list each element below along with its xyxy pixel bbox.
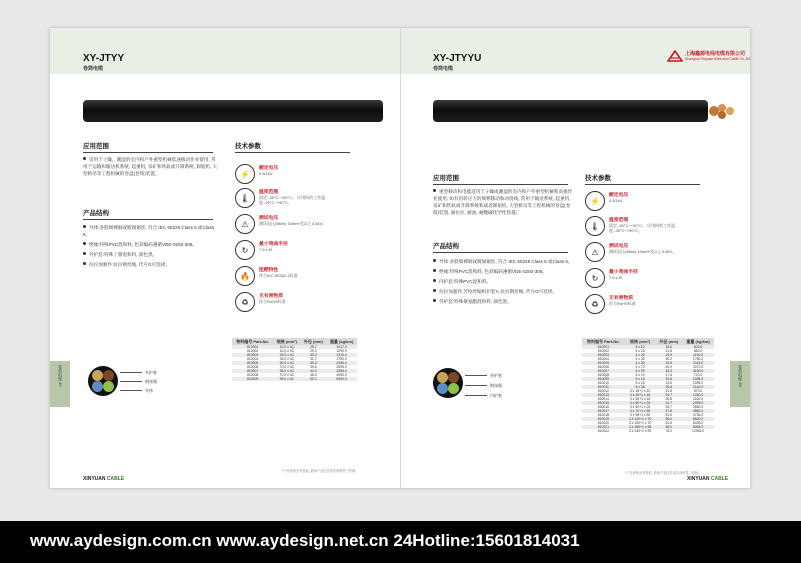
model-subtitle-left: 卷筒电缆 (83, 66, 104, 72)
xs-label: 钢丝绳 (490, 383, 502, 388)
table-cell: 4 x 16 (635, 349, 645, 353)
model-title-left: XY-JTYY (83, 53, 125, 64)
table-cell: 4 x 25 (625, 353, 656, 357)
bend-radius-icon: ↻ (235, 240, 255, 260)
spec-item (235, 240, 345, 262)
table-cell: 810002 (246, 349, 259, 353)
table-cell: 870.0 (693, 389, 703, 393)
table-cell: 3 x 35+1 x 16 (629, 397, 651, 401)
table-cell: 24.6 (665, 381, 673, 385)
xs-label: 内护套 (490, 393, 502, 398)
table-cell: 5 x 35 (625, 385, 656, 389)
table-cell: 46.0 (310, 373, 317, 377)
specs-heading-left: 技术参数 (235, 143, 261, 150)
table-cell: 850.0 (693, 349, 703, 353)
table-cell: 3355.0 (326, 369, 357, 373)
spec-item (235, 188, 345, 210)
table-cell: 810005 (232, 361, 273, 365)
xs-label: 外护套 (490, 373, 502, 378)
table-cell: 1017.0 (326, 345, 357, 349)
footer-brand-left: XINYUAN CABLE (83, 476, 125, 482)
table-cell: 1595.0 (692, 381, 704, 385)
footnote-right: *产品规格参考数值, 最新产品信息请咨询销售工程师。 (625, 471, 702, 475)
structure-list-right (433, 258, 573, 305)
cable-photo-left (83, 100, 383, 122)
table-cell: 4050.0 (336, 373, 347, 377)
table-cell: 810008 (597, 373, 610, 377)
xs-label: 导体 (145, 388, 153, 393)
leader-line (465, 385, 487, 386)
table-header: 物料编号 Part-No. (232, 338, 273, 345)
spec-value: 符合RoHS标准 (609, 301, 636, 306)
table-header: 规格 (mm²) (625, 338, 656, 345)
table-cell: 1290.0 (336, 349, 347, 353)
spec-value: 符合RoHS标准 (259, 299, 286, 304)
spec-value: 固定:-25°C~+90°C。 应用时的工作温度:-25°C~+90°C。 (259, 195, 326, 205)
table-header: 重量 (kg/km) (682, 338, 714, 345)
table-cell: 70.0 x 4C (279, 373, 295, 377)
table-cell: 50.0 x 4C (273, 361, 300, 365)
table-cell: 810009 (232, 377, 273, 381)
table-cell: 2850.0 (692, 405, 704, 409)
table-cell: 810019 (582, 417, 625, 421)
spec-item (585, 294, 695, 316)
table-cell: 5 x 25 (635, 381, 645, 385)
spec-item (585, 268, 695, 290)
table-cell: 29.3 (310, 349, 317, 353)
table-header: 规格 (mm²) (273, 338, 300, 345)
table-cell: 44.3 (655, 369, 682, 373)
spec-item (235, 266, 345, 288)
spec-item (235, 292, 345, 314)
list-item: 外护套:特殊丁腈混和料, 颜色黑。 (83, 251, 218, 258)
spec-label: 温度范围 (609, 218, 629, 223)
table-cell: 8095.0 (682, 425, 714, 429)
banner-text: www.aydesign.com.cn www.aydesign.net.cn 24Hotline:15601814031 (30, 531, 580, 550)
table-cell: 810001 (232, 345, 273, 349)
company-logo (667, 49, 752, 67)
table-cell: 600.0 (682, 345, 714, 349)
catalog-spread (50, 28, 750, 488)
table-cell: 810002 (597, 349, 610, 353)
cable-end-icon (702, 98, 742, 124)
table-cell: 21.8 (665, 349, 673, 353)
table-cell: 33.0 (300, 353, 326, 357)
temperature-icon: 🌡 (585, 216, 605, 236)
structure-heading-left: 产品结构 (83, 210, 109, 217)
table-cell: 810006 (246, 365, 259, 369)
table-cell: 21.8 (665, 389, 673, 393)
side-tab-right: 卷筒电缆 38 (730, 361, 750, 407)
application-heading-left: 应用范围 (83, 143, 109, 150)
table-cell: 33.6 (655, 361, 682, 365)
table-cell: 1780.0 (692, 357, 704, 361)
table-cell: 25.7 (300, 345, 326, 349)
table-cell: 810011 (582, 385, 625, 389)
table-cell: 3070.0 (692, 365, 704, 369)
table-cell: 810006 (597, 365, 610, 369)
table-cell: 1160.0 (692, 397, 704, 401)
table-cell: 2485.0 (326, 361, 357, 365)
page-fold (400, 28, 401, 488)
promo-banner (0, 521, 801, 563)
spec-label: 温度范围 (259, 190, 279, 195)
divider (433, 252, 568, 253)
cable-photo-right (433, 100, 708, 122)
logo-mark-icon (667, 49, 683, 63)
table-cell: 95.0 x 4C (273, 369, 300, 373)
spec-label: 额定电压 (609, 193, 629, 198)
table-cell: 3 x 25+1 x 16 (625, 393, 656, 397)
table-cell: 68.0 (655, 425, 682, 429)
leader-line (120, 390, 142, 391)
table-cell: 2695.0 (336, 365, 347, 369)
spec-value: 测试电压(5Min) 10mm²及以上3.5kV。 (609, 249, 677, 254)
divider (83, 219, 213, 220)
table-cell: 810001 (582, 345, 625, 349)
table-cell: 4150.0 (682, 369, 714, 373)
cable-cross-section-right (433, 368, 463, 398)
spec-label: 阻燃特性 (259, 268, 279, 273)
leader-line (120, 372, 142, 373)
table-cell: 810007 (232, 369, 273, 373)
table-cell: 1780.0 (336, 357, 347, 361)
table-cell: 810014 (597, 397, 610, 401)
voltage-icon: ⚡ (585, 191, 605, 211)
table-cell: 3 x 16+1 x 10 (629, 389, 651, 393)
spec-item (585, 191, 695, 213)
table-cell: 17.6 (665, 373, 673, 377)
spec-value: 固定:-50°C~+90°C。 应用时的工作温度:-35°C~+90°C。 (609, 223, 676, 233)
spec-table-right (582, 338, 714, 433)
spec-item (585, 216, 695, 238)
table-cell: 70.0 x 4C (279, 365, 295, 369)
table-cell: 26.8 (665, 397, 673, 401)
table-cell: 3 x 120+1 x 70 (625, 417, 656, 421)
divider (433, 184, 568, 185)
table-cell: 4 x 50 (625, 361, 656, 365)
table-cell: 810018 (597, 413, 610, 417)
spec-value: 符合IEC 60332-1标准 (259, 273, 298, 278)
table-cell: 4735.0 (692, 413, 704, 417)
rohs-icon: ♻ (585, 294, 605, 314)
table-row (582, 429, 714, 433)
table-cell: 3 x 70+1 x 35 (625, 409, 656, 413)
table-cell: 6435.0 (692, 421, 704, 425)
application-text-left: 适用于干燥、潮湿的室内和户外重型机械低速移动作业使用, 常用于运输和输送机系统, 起重机, 采矿和铁轨或升降系统, 卸船机, 大型桥吊等工程机械的卷盘(卷筒)装置。 (83, 157, 218, 176)
xs-label: 钢丝绳 (145, 379, 157, 384)
table-cell: 44.3 (300, 369, 326, 373)
table-cell: 810022 (597, 429, 610, 433)
spec-value: 测试电压(5Min) 10mm²及以上3.5kV。 (259, 221, 327, 226)
logo-subtext: Shanghai Xinyuan Wire and Cable Co.,ltd (685, 57, 750, 61)
table-cell: 10.0 x 4C (273, 345, 300, 349)
table-row (232, 377, 357, 381)
table-cell: 33.7 (665, 405, 673, 409)
table-cell: 3 x 185+1 x 95 (625, 425, 656, 429)
leader-line (120, 381, 142, 382)
cable-cross-section-left (88, 366, 118, 396)
test-voltage-icon: ⚠ (585, 242, 605, 262)
structure-list-left (83, 224, 218, 268)
table-header: 重量 (kg/km) (326, 338, 357, 345)
table-cell: 3860.0 (682, 409, 714, 413)
table-cell: 25.0 x 4C (273, 353, 300, 357)
table-cell: 1035.0 (682, 377, 714, 381)
table-cell: 4 x 35 (635, 357, 645, 361)
table-cell: 3 x 240+1 x 95 (628, 429, 652, 433)
table-cell: 24.9 (655, 353, 682, 357)
table-cell: 4 x 70 (635, 365, 645, 369)
bend-radius-icon: ↻ (585, 268, 605, 288)
model-subtitle-right: 卷筒电缆 (433, 66, 454, 72)
table-cell: 810003 (232, 353, 273, 357)
table-cell: 810004 (246, 357, 259, 361)
divider (83, 152, 213, 153)
table-cell: 18.6 (655, 345, 682, 349)
table-cell: 810021 (582, 425, 625, 429)
table-cell: 3 x 95+1 x 50 (629, 413, 651, 417)
table-cell: 26.8 (655, 385, 682, 389)
list-item: 导体:多股细裸铜或镀锡铜丝, 符合 IEC 60228 Class 5 或Class 6。 (433, 258, 573, 265)
table-header: 物料编号 Part-No. (582, 338, 625, 345)
temperature-icon: 🌡 (235, 188, 255, 208)
table-cell: 56.0 (655, 417, 682, 421)
list-item: 绝缘:特殊PVC混和料, 色彩编码遵循VDE-0293-308。 (83, 241, 218, 248)
list-item: 外护套:特殊聚氨酯混和料, 颜色黑。 (433, 298, 573, 305)
table-cell: 40.0 (665, 365, 673, 369)
table-cell: 810007 (582, 369, 625, 373)
spec-label: 测试电压 (259, 216, 279, 221)
leader-line (465, 395, 487, 396)
table-cell: 10945.0 (691, 429, 705, 433)
table-cell: 4 x 95 (625, 369, 656, 373)
table-cell: 810015 (582, 401, 625, 405)
table-cell: 3 x 50+1 x 25 (629, 405, 651, 409)
table-cell: 1040.0 (682, 393, 714, 397)
flame-icon: 🔥 (235, 266, 255, 286)
table-cell: 810020 (597, 421, 610, 425)
table-cell: 810003 (582, 353, 625, 357)
spec-label: 最小弯曲半径 (609, 270, 638, 275)
spec-label: 无有害物质 (609, 296, 633, 301)
spec-label: 最小弯曲半径 (259, 242, 288, 247)
table-header: 外径 (mm) (300, 338, 326, 345)
voltage-icon: ⚡ (235, 164, 255, 184)
table-cell: 810005 (582, 361, 625, 365)
table-cell: 31.7 (655, 401, 682, 405)
table-cell: 39.5 (310, 365, 317, 369)
table-cell: 5 x 16 (625, 377, 656, 381)
table-cell: 61.6 (665, 421, 673, 425)
table-cell: 810017 (582, 409, 625, 413)
divider (235, 152, 350, 153)
table-cell: 1375.0 (326, 353, 357, 357)
table-cell: 810013 (582, 393, 625, 397)
table-cell: 95.0 x 4C (273, 377, 300, 381)
spec-label: 额定电压 (259, 166, 279, 171)
logo-text: 上海鑫源电线电缆有限公司 (685, 51, 746, 57)
table-cell: 47.6 (655, 409, 682, 413)
table-cell: 2140.0 (682, 385, 714, 389)
footnote-left: *产品规格参考数值, 最新产品信息请咨询销售工程师。 (282, 469, 359, 473)
rohs-icon: ♻ (235, 292, 255, 312)
table-cell: 810009 (582, 377, 625, 381)
xs-label: 外护套 (145, 370, 157, 375)
spec-label: 无有害物质 (259, 294, 283, 299)
spec-value: 7.5 x Ø (609, 275, 622, 280)
table-cell: 810016 (597, 405, 610, 409)
list-item: 导体:多股细裸铜或镀锡铜丝, 符合 IEC 60228 Class 5 或Class 6。 (83, 225, 215, 237)
test-voltage-icon: ⚠ (235, 214, 255, 234)
spec-value: 0.6/1kV (259, 171, 273, 176)
application-text-right: 重型移动和电缆适用于干燥或潮湿的室内和户外重型机械和高强作业使用, 如有扭转应力的频繁移动和动绕线, 常用于输送系统, 起重机, 采矿和铁轨或升降系统和或者卸船机, 大型桥吊等工程机械的卷盘(卷筒)装置, 耐抗拉, 耐油, 耐酸碱化学性优越。 (433, 189, 573, 215)
structure-heading-right: 产品结构 (433, 243, 459, 250)
spec-item (235, 164, 345, 186)
footer-brand-right: XINYUAN CABLE (687, 476, 729, 482)
table-cell: 16.0 x 4C (279, 349, 295, 353)
table-cell: 1995.0 (682, 401, 714, 405)
spec-item (235, 214, 345, 236)
table-cell: 35.3 (300, 361, 326, 365)
spec-item (585, 242, 695, 264)
list-item: 绝缘:特殊PVC混和料, 色彩编码遵循VDE-0293-308。 (433, 268, 573, 275)
table-cell: 35.0 x 4C (279, 357, 295, 361)
list-item: 内护套:特殊PVC混和料。 (433, 278, 573, 285)
spec-table-left (232, 338, 357, 381)
table-cell: 1130.0 (682, 353, 714, 357)
list-item: 抗拉加强件:抗拉钢丝绳, 代号G可选择。 (83, 261, 218, 268)
table-cell: 4 x 10 (625, 345, 656, 349)
table-cell: 24.7 (655, 393, 682, 397)
table-cell: 51.6 (665, 413, 673, 417)
table-cell: 2415.0 (682, 361, 714, 365)
table-cell: 3 x 150+1 x 70 (628, 421, 652, 425)
table-cell: 810012 (597, 389, 610, 393)
table-cell: 3 x 50+1 x 25 (625, 401, 656, 405)
table-cell: 810008 (246, 373, 259, 377)
table-cell: 78.0 (665, 429, 673, 433)
application-heading-right: 应用范围 (433, 175, 459, 182)
spec-label: 测试电压 (609, 244, 629, 249)
table-cell: 5820.0 (682, 417, 714, 421)
side-tab-left: 卷筒电缆 40 (50, 361, 70, 407)
table-cell: 30.2 (665, 357, 673, 361)
spec-value: 7.5 x Ø (259, 247, 272, 252)
leader-line (465, 375, 487, 376)
spec-value: 0.6/1kV (609, 198, 623, 203)
table-cell: 5 x 10 (635, 373, 645, 377)
table-header: 外径 (mm) (655, 338, 682, 345)
table-cell: 810010 (597, 381, 610, 385)
table-cell: 6490.0 (326, 377, 357, 381)
divider (585, 184, 700, 185)
list-item: 抗拉加强件:芳纶丝编织护套Y, 抗拉钢丝绳, 代号G可选择。 (433, 288, 573, 295)
table-cell: 50.3 (300, 377, 326, 381)
table-cell: 19.8 (655, 377, 682, 381)
table-cell: 31.7 (310, 357, 317, 361)
model-title-right: XY-JTYYU (433, 53, 482, 64)
specs-heading-right: 技术参数 (585, 175, 611, 182)
table-cell: 810004 (597, 357, 610, 361)
table-cell: 720.0 (693, 373, 703, 377)
